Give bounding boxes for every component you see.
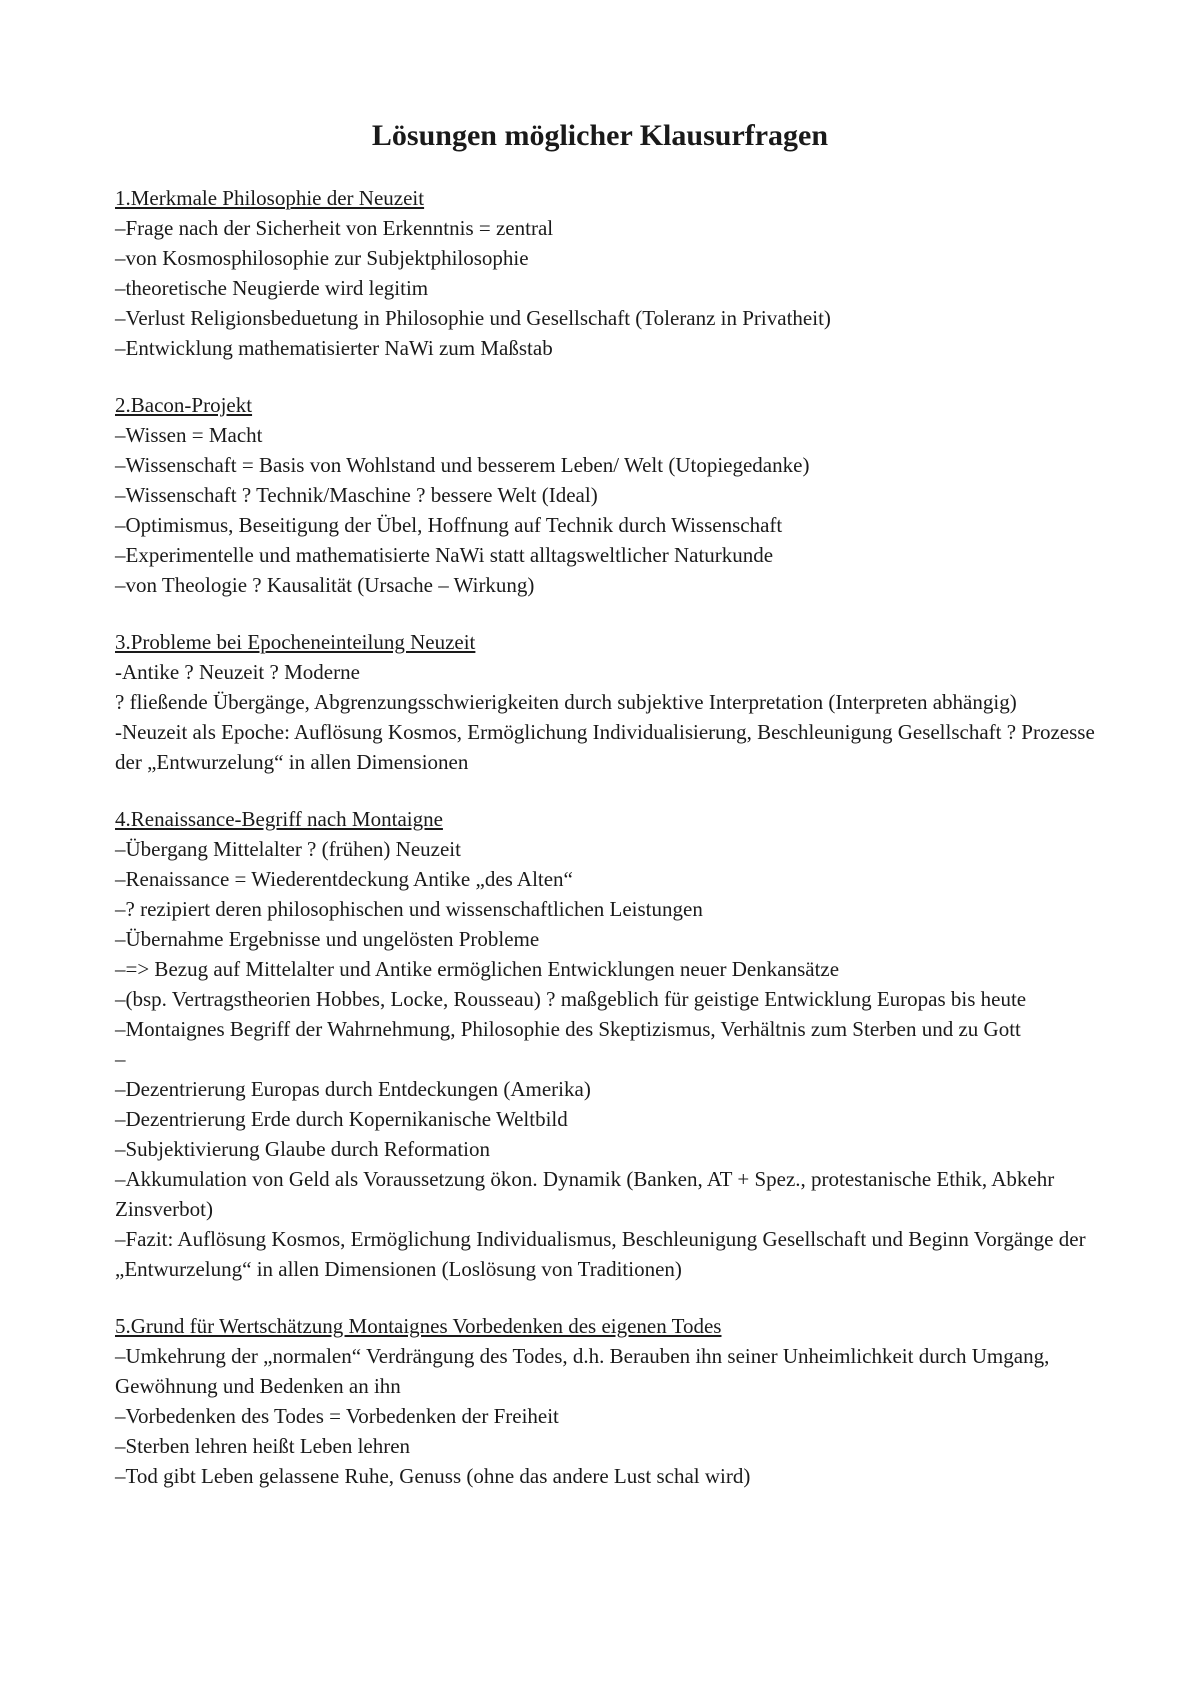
- bullet-line: –Umkehrung der „normalen“ Verdrängung des Todes, d.h. Berauben ihn seiner Unheimlichkeit durch Umgang, Gewöhnung und Bedenken an ihn: [115, 1344, 1055, 1398]
- section-2: [115, 390, 1095, 600]
- bullet-line: –Dezentrierung Erde durch Kopernikanische Weltbild: [115, 1107, 568, 1131]
- bullet-line: –Entwicklung mathematisierter NaWi zum Maßstab: [115, 336, 553, 360]
- bullet-line: –Renaissance = Wiederentdeckung Antike „des Alten“: [115, 867, 573, 891]
- bullet-line: –: [115, 1047, 126, 1071]
- bullet-line: –? rezipiert deren philosophischen und wissenschaftlichen Leistungen: [115, 897, 703, 921]
- bullet-line: –Akkumulation von Geld als Voraussetzung ökon. Dynamik (Banken, AT + Spez., protestanische Ethik, Abkehr Zinsverbot): [115, 1167, 1060, 1221]
- bullet-line: –Experimentelle und mathematisierte NaWi statt alltagsweltlicher Naturkunde: [115, 543, 774, 567]
- bullet-line: –Wissenschaft ? Technik/Maschine ? bessere Welt (Ideal): [115, 483, 598, 507]
- bullet-line: –Verlust Religionsbeduetung in Philosophie und Gesellschaft (Toleranz in Privatheit): [115, 306, 831, 330]
- bullet-line: –Optimismus, Beseitigung der Übel, Hoffnung auf Technik durch Wissenschaft: [115, 513, 783, 537]
- bullet-line: –Subjektivierung Glaube durch Reformation: [115, 1137, 490, 1161]
- bullet-line: –Übernahme Ergebnisse und ungelösten Probleme: [115, 927, 540, 951]
- section-heading: 1.Merkmale Philosophie der Neuzeit: [115, 186, 425, 210]
- page-title: Lösungen möglicher Klausurfragen: [371, 119, 829, 152]
- bullet-line: –=> Bezug auf Mittelalter und Antike ermöglichen Entwicklungen neuer Denkansätze: [115, 957, 840, 981]
- section-1: [115, 183, 1095, 363]
- section-heading: 4.Renaissance-Begriff nach Montaigne: [115, 807, 443, 831]
- bullet-line: -Neuzeit als Epoche: Auflösung Kosmos, Ermöglichung Individualisierung, Beschleunigung Gesellschaft ? Prozesse der „Entwurzelung“ in allen Dimensionen: [115, 720, 1101, 774]
- bullet-line: –Übergang Mittelalter ? (frühen) Neuzeit: [115, 837, 461, 861]
- bullet-line: –Tod gibt Leben gelassene Ruhe, Genuss (ohne das andere Lust schal wird): [115, 1464, 751, 1488]
- bullet-line: –von Theologie ? Kausalität (Ursache – Wirkung): [115, 573, 535, 597]
- bullet-line: –Frage nach der Sicherheit von Erkenntnis = zentral: [115, 216, 554, 240]
- section-4: [115, 804, 1095, 1284]
- section-heading: 5.Grund für Wertschätzung Montaignes Vorbedenken des eigenen Todes: [115, 1314, 722, 1338]
- bullet-line: –theoretische Neugierde wird legitim: [115, 276, 429, 300]
- bullet-line: –von Kosmosphilosophie zur Subjektphilosophie: [115, 246, 529, 270]
- bullet-line: –Sterben lehren heißt Leben lehren: [115, 1434, 411, 1458]
- document-body: [115, 183, 1101, 1518]
- bullet-line: -Antike ? Neuzeit ? Moderne: [115, 660, 360, 684]
- bullet-line: –Vorbedenken des Todes = Vorbedenken der Freiheit: [115, 1404, 559, 1428]
- section-3: [115, 627, 1101, 777]
- bullet-line: –(bsp. Vertragstheorien Hobbes, Locke, Rousseau) ? maßgeblich für geistige Entwicklung Europas bis heute: [115, 987, 1027, 1011]
- section-heading: 2.Bacon-Projekt: [115, 393, 253, 417]
- section-5: [115, 1311, 1095, 1491]
- bullet-line: –Montaignes Begriff der Wahrnehmung, Philosophie des Skeptizismus, Verhältnis zum Sterben und zu Gott: [115, 1017, 1021, 1041]
- bullet-line: –Fazit: Auflösung Kosmos, Ermöglichung Individualismus, Beschleunigung Gesellschaft und Beginn Vorgänge der „Entwurzelung“ in allen Dimensionen (Loslösung von Traditionen): [115, 1227, 1091, 1281]
- bullet-line: –Wissen = Macht: [115, 423, 263, 447]
- bullet-line: ? fließende Übergänge, Abgrenzungsschwierigkeiten durch subjektive Interpretation (Interpreten abhängig): [115, 690, 1017, 714]
- bullet-line: –Dezentrierung Europas durch Entdeckungen (Amerika): [115, 1077, 591, 1101]
- section-heading: 3.Probleme bei Epocheneinteilung Neuzeit: [115, 630, 476, 654]
- bullet-line: –Wissenschaft = Basis von Wohlstand und besserem Leben/ Welt (Utopiegedanke): [115, 453, 810, 477]
